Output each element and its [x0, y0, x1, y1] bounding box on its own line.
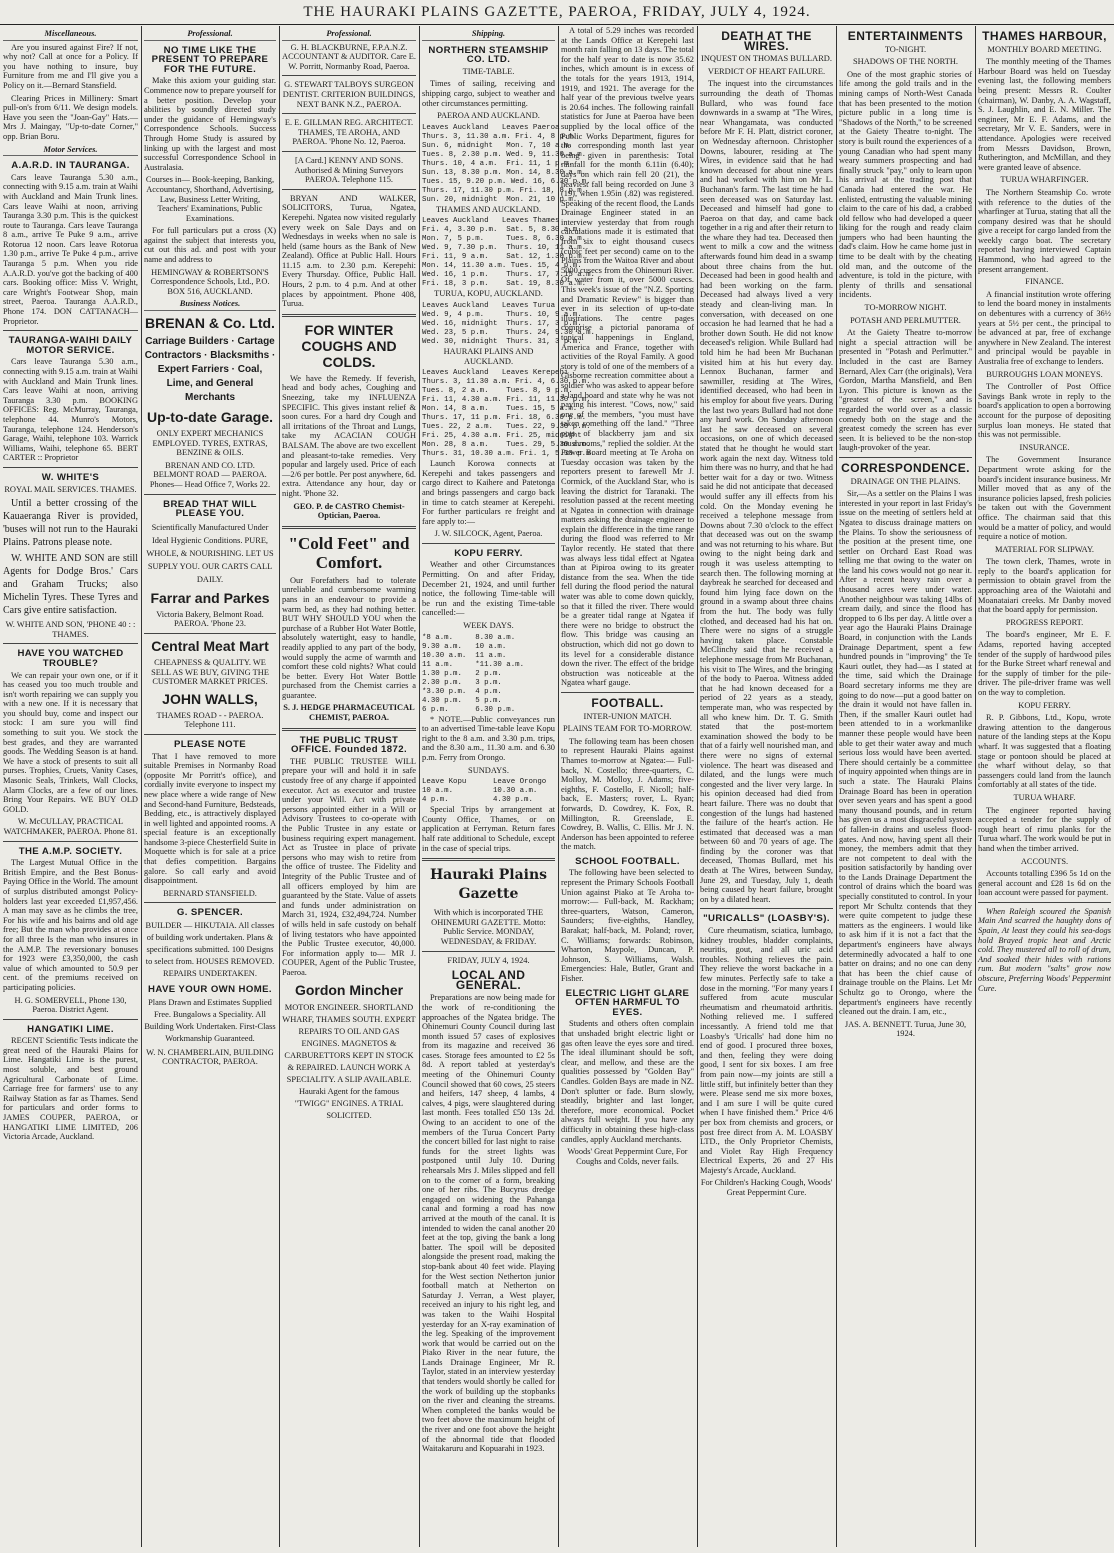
divider	[282, 113, 416, 114]
article-title: SCHOOL FOOTBALL.	[575, 855, 680, 867]
ad-signature: BERNARD STANSFIELD.	[163, 888, 257, 898]
divider	[700, 908, 833, 909]
article-subtitle: PLAINS TEAM FOR TO-MORROW.	[562, 724, 693, 734]
card-talboys: G. STEWART TALBOYS SURGEON DENTIST. CRITERION BUILDINGS, NEXT BANK N.Z., PAEROA.	[282, 80, 416, 109]
divider	[282, 151, 416, 152]
section-subhead: MATERIAL FOR SLIPWAY.	[994, 544, 1095, 554]
article-title: THAMES HARBOUR,	[982, 29, 1107, 43]
divider	[3, 467, 138, 468]
ad-farrar-sub: Victoria Bakery, Belmont Road. PAEROA. 'Phone 23.	[156, 609, 264, 629]
card-kenny: [A Card.] KENNY AND SONS. Authorised & Mining Surveyors PAEROA. Telephone 115.	[294, 155, 404, 185]
paragraph: The board's engineer, Mr E. F. Adams, reported having accepted tender of the supply of hardwood piles for the Burke Street wharf renewal and for the supply of timber for the pile-driver. The pile-driver frame was well on the way to completion.	[978, 630, 1111, 697]
timetable-hauraki: Leaves Auckland Leaves Kerepehi Thurs. 3, 11.30 a.m. Fri. 4, 6.30 p.m. Tues. 8, 2 a.m. Tues. 8, 9 p.m. Fri. 11, 4.30 a.m. Fri. 11, 11.30 p.m. Mon. 14, 8 a.m. Tues. 15, 5 a.m. Thurs. 17, 11 p.m. Fri. 18, 6.30 p.m. Tues. 22, 2 a.m. Tues. 22, 9.30 p.m. Fri. 25, 4.30 a.m. Fri. 25, midnight Mon. 28, 8 a.m. Tues. 29, 5.30 a.m. Thurs. 31, 10.30 a.m. Fri. 1, 5.30 p.m.	[422, 369, 595, 459]
divider	[422, 951, 555, 952]
gazette-nameplate: Hauraki Plains Gazette	[429, 867, 548, 903]
article-harbour: The monthly meeting of the Thames Harbour Board was held on Tuesday evening last, the following members being present: Messrs R. Coulter (chairman), W. Danby, A. A. Wagstaff, S. J. Laughlin, and E. N. Miller. The engineer, Mr E. F. Adams, and the secretary, Mr V. E. Sanders, were in attendance. Apologies were received from Messrs Davidson, Brown, Rutherington, and McMillan, and they were granted leave of absence.	[978, 57, 1111, 172]
ad-signature: H. G. SOMERVELL, Phone 130, Paeroa. District Agent.	[14, 995, 127, 1015]
ad-title: KOPU FERRY.	[454, 547, 523, 559]
card-gillman: E. E. GILLMAN REG. ARCHITECT. THAMES, TE AROHA, AND PAEROA. 'Phone No. 12, Paeroa.	[284, 118, 414, 147]
paragraph: The Government Insurance Department wrote asking for the board's incident insurance business. Mr Miller moved that as any of the insurance policies lapsed, fresh policies be taken out with the Government office. The chairman said that this would be a matter of policy, and would require a notice of motion.	[978, 455, 1111, 542]
ad-millinery: Clearing Prices in Millinery: Smart pull-on's from 6/11. We design models. Have you seen the "Joan-Gay" Hats.—Mrs J. Maingay, "Up-to-date Corner," opp. Brian Boru.	[3, 93, 138, 141]
route-title: THAMES AND AUCKLAND.	[436, 204, 541, 214]
ferry-text: Weather and other Circumstances Permitting. On and after Friday, December 21, 1924, and until further notice, the following Time-table will be run and the existing Time-table cancelled:—	[422, 560, 555, 618]
divider	[144, 494, 276, 495]
paragraph: R. P. Gibbons, Ltd., Kopu, wrote drawing attention to the dangerous nature of the landing steps at the Kopu wharf. It was suggested that a floating stage or pontoon should be placed at the wharf without delay, so that passengers could land from the launch comfortably at all states of the tide.	[978, 713, 1111, 790]
article-title: ELECTRIC LIGHT GLARE OFTEN HARMFUL TO EYES.	[565, 987, 690, 1018]
divider	[144, 734, 276, 735]
ad-signature: W. McCULLAY, PRACTICAL WATCHMAKER, PAEROA. Phone 81.	[3, 817, 138, 836]
article-title: "URICALLS" (LOASBY'S).	[703, 913, 830, 925]
article-potash: At the Gaiety Theatre to-morrow night a special attraction will be presented in "Potash and Perlmutter." Included in the cast are Barney Bernard, Alex Carr (the originals), Vera Gordon, Martha Mansfield, and Ben Lyon. This picture is known as the "greatest of the screen," and is regarded the world over as a classic comedy both on the stage and the greatest comedy the screen has ever seen. It is believed to be the non-stop laugh-provoker of the year.	[839, 328, 972, 453]
ad-home: Plans Drawn and Estimates Supplied Free. Bungalows a Speciality. All Building Work Undertaken. First-Class Workmanship Guaranteed.	[144, 997, 276, 1043]
column-professional-2	[279, 26, 419, 1547]
section-subhead: PROGRESS REPORT.	[1005, 617, 1084, 627]
divider	[282, 526, 416, 529]
paragraph: The Northern Steamship Co. wrote with reference to the duties of the wharfinger at Turua, stating that all the company desired was that he should give a receipt for cargo landed from the weekly cargo boat. The secretary reported having interviewed Captain Hammond, who had agreed to the present arrangement.	[978, 187, 1111, 274]
article-shadows: One of the most graphic stories of life among the gold trails and in the mining camps of North-West Canada that has been presented to the motion picture public in a long time is "Shadows of the North," to be screened at the Gaiety Theatre to-night. The story is built round the experiences of a young Canadian who had spent many weary summers prospecting and had finally struck "pay," only to learn upon his arrival at the trading post that Canada had entered the war. He enlisted, entrusting the valuable mining claim to the care of his dad, a crabbed old fellow who had developed a queer liking for the rough and ready claim jumpers who had been haunting the dad's claim. How he came home just in time to be dealt with by the cheating old man, and the outcome of the adventure, is told in the picture, with plenty of thrills and sensational incidents.	[839, 69, 972, 300]
ad-amp: The Largest Mutual Office in the British Empire, and the Best Bonus-Paying Office in the World. The amount of surplus distributed amongst Policy-holders last year exceeded £1,957,456. A man may save as he climbs the tree, For his wife and his bairns and old age free; But the man who provides at once for all three Is the man who insures in the A.M.P. The reversionary bonuses for 1923 were £3,350,000, the cash value of which amounted to 50.9 per cent. of the premiums received on participating policies.	[3, 858, 138, 992]
ferry-sundays: SUNDAYS.	[468, 765, 509, 775]
divider	[282, 314, 416, 317]
section-heading: Professional.	[282, 29, 416, 41]
timetable-note: Times of sailing, receiving and shipping cargo, subject to weather and other circumstances permitting.	[422, 79, 555, 108]
paragraph: The town clerk, Thames, wrote in reply to the board's application for permission to obtain gravel from the approaching area of the Waiotahi and Moanataiari creeks. Mr Danby moved that the board apply for permission.	[978, 557, 1111, 615]
ad-meat: CHEAPNESS & QUALITY. WE SELL AS WE BUY, GIVING THE CUSTOMER MARKET PRICES.	[151, 657, 269, 687]
ad-meat-title: Central Meat Mart	[151, 637, 269, 654]
ad-brenan-lines: Carriage Builders · Cartage Contractors · Blacksmiths · Expert Farriers · Coal, Lime, and General Merchants	[144, 336, 276, 404]
divider	[3, 1019, 138, 1020]
card-blackburne: G. H. BLACKBURNE, F.P.A.N.Z. ACCOUNTANT & AUDITOR. Care E. W. Porritt, Normanby Road, Paeroa.	[282, 42, 416, 71]
article-local-general: Preparations are now being made for the work of re-conditioning the approaches of the Ngatea bridge. The Ohinemuri County Council during last month issued 57 cases of explosives from its magazine and received 36 cases. Storage fees amounted to £2 5s 8d. A report tabled at yesterday's meeting of the Ohinemuri County Council showed that 60 cows, 25 steers and heifers, 147 sheep, 4 lambs, 4 calves, 4 pigs, were slaughtered during last month. Fees totalled £50 13s 2d. Owing to an accident to one of the members of the Turua Concert Party the concert billed for last night to raise funds for the street lights was postponed until July 10. During rehearsals Mrs J. Miles slipped and fell on to the corner of a form, breaking one of her ribs. The Bucyrus dredge engaged on widening the Pahanga canal and forming a road has now arrived at the mouth of the canal. It is intended to widen the canal another 20 feet at the top, giving the bank a long batter. The spoil will be deposited alongside the present road, making the stop-bank about 40 feet wide. Playing for the West section Netherton junior football match at Netherton on Saturday J. Verran, a West player, received an injury to his right leg, and was taken to the Waihi Hospital yesterday for an X-ray examination of the leg. Speaking of the improvement work that would be carried out on the Piako River in the near future, the Lands Drainage Engineer, Mr R. Taylor, stated in an interview yesterday that tenders would shortly be called for the work of building up the stopbanks on the river and cleaning the streams. When completed the banks would be two feet above the maximum height of the river and one foot above the height of the abnormal tide that flooded Waitakaruru and Kopuarahi in 1923.	[422, 993, 555, 1454]
divider	[282, 75, 416, 76]
gazette-date: FRIDAY, JULY 4, 1924.	[447, 955, 530, 965]
ad-white-text: Until a better crossing of the Kauaeranga River is provided, 'buses will not run to the Hauraki Plains. Patrons please note.	[3, 498, 138, 549]
paragraph: Accounts totalling £396 5s 1d on the general account and £28 1s 6d on the loan account were passed for payment.	[978, 869, 1111, 898]
section-subhead: TURUA WHARFINGER.	[1000, 175, 1089, 185]
ad-waihi-motor: Cars leave Tauranga 5.30 a.m., connecting with 9.15 a.m. train at Waihi with Auckland and Main Trunk lines. Cars leave Waihi at noon, arriving Tauranga 3.30 p.m. BOOKING OFFICES: Reg. McMurray, Tauranga, telephone 44. Munro's Motors, Tauranga, telephone 124. Henderson's Garage, Waihi, telephone 103. Warrick Williams, Waihi, telephone 65. BERT CARTER :: Proprietor	[3, 357, 138, 463]
ad-title: PLEASE NOTE	[173, 738, 247, 750]
article-inquest: The inquest into the circumstances surrounding the death of Thomas Bullard, who was found face downwards in a swamp at "The Wires, near Whangamata, was conducted before Mr F. H. Platt, district coroner, on Wednesday afternoon. Christopher Downs, labourer, residing at The Wires, in evidence said that he had known deceased for about nine years and had worked with him on Mr L. Buchanan's farm. The last time he had seen deceased was on Saturday last. Deceased and himself had gone to Paeroa on that day, and came back together in a rig and after their return to the whare they had tea. Deceased then went to milk a cow and the witness afterwards found him dead in a swamp about three chains from the hut. Deceased had been in good health and had been working on the farm. Deceased had always lived a very steady and clean-living man. In conversation, with deceased on one occasion he had learned that he had a brother down South. He did not know deceased's religion. While Bullard had told him he had been Mr Buchanan visited him at his hut every day. Lennox Buchanan, farmer and sawmiller, residing at The Wires, identified deceased, who had been in his employ for about five years. During the last two years Bullard had not done any hard work. On Sunday afternoon last he saw deceased on several occasions, on one of which deceased stated that he thought he would start work again the next day. Witness told him there was no hurry, and that he had better wait for a day or two. Witness said he did not anticipate that deceased would suffer any ill effects from his cold. On the Monday evening he received a telephone message from Downs about 7.30 o'clock to the effect that deceased was out on the swamp and was not returning to his whare. But owing to the night being dark and rough it was useless attempting to search then. The following morning at daybreak he searched for deceased and found him lying face down on the ground in a swamp about three chains from the hut. The body was fully clothed, and deceased had his hat on. There were no signs of a struggle having taken place. Constable McClinchy said that he received a telephone message from Mr Buchanan, his visit to The Wires, and the bringing of the body to Paeroa. Witness added that he had known deceased for a period of 22 years as a steady, temperate man, who was respected by all who knew him. Dr. T. G. Smith stated that the post-mortem examination showed the body to be that of a fairly well nourished man, and there were no signs of external violence. The heart was diseased and dilated, and the lungs were much congested and the liver very large. In his opinion deceased had died from heart failure. There was no doubt that congestion of the lungs had hastened the failure of the heart's action. He estimated that deceased was a man between 60 and 70 years of age. The finding by the coroner was that deceased, Thomas Bullard, met his death at The Wires, between Sunday, June 29, and Tuesday, July 1, death being caused by heart failure, brought on by a dilated heart.	[700, 79, 834, 904]
article-subtitle: INQUEST ON THOMAS BULLARD.	[701, 54, 832, 64]
ferry-note: Special Trips by arrangement at County Office, Thames, or on application at Ferryman. Return fares half rate additional to Schedule, except in the case of special trips.	[422, 805, 555, 853]
ad-title: BREAD THAT WILL PLEASE YOU.	[163, 498, 257, 520]
section-heading: Motor Services.	[3, 145, 138, 157]
timetable-thames: Leaves Auckland Leaves Thames Fri. 4, 3.30 p.m. Sat. 5, 8.30 a.m. Mon. 7, 5 p.m. Tues. 8, 6.30 a.m. Wed. 9, 7.30 p.m. Thurs. 10, 11 a.m. Fri. 11, 9 a.m. Sat. 12, 1.30 p.m. Mon. 14, 11.30 a.m. Tues. 15, 4 p.m. Wed. 16, 1 p.m. Thurs. 17, 7.15 a.m. Fri. 18, 3 p.m. Sat. 19, 8.30 a.m.	[422, 217, 595, 289]
ad-brenan-title: BRENAN & Co. Ltd.	[145, 315, 275, 332]
ad-public-trust: THE PUBLIC TRUSTEE WILL prepare your will and hold it in safe custody free of any charge if appointed executor. Act as executor and trustee under your Will. Act with private persons appointed either in a Will or Advisory Trustees to co-operate with the Public Trustee in any estate or business requiring expert management. Act as Trustee in place of private persons who may wish to retire from the office of trustee. The Fidelity and Integrity of the Public Trustee and of all officers employed by him are guaranteed by the State. Value of assets and funds under administration on March 31, 1924, £32,494,724. Number of wills held in safe custody on behalf of living testators who have appointed the Public Trustee executor, 40,000. For information apply to— MR J. COUPER, Agent of the Public Trustee, Paeroa.	[282, 756, 416, 977]
section-subhead: BURROUGHS LOAN MONEYS.	[986, 369, 1103, 379]
ad-title: HAVE YOUR OWN HOME.	[148, 984, 272, 996]
divider	[561, 692, 694, 693]
ad-spencer: BUILDER — HIKUTAIA. All classes of building work undertaken. Plans & specifications submitted. 100 Designs to select from. HOUSES REMOVED. REPAIRS UNDERTAKEN.	[145, 921, 275, 979]
ad-walls-sub: THAMES ROAD - - PAEROA. Telephone 111.	[156, 710, 264, 730]
footer-ad: Woods' Great Peppermint Cure, For Coughs and Colds, never fails.	[567, 1147, 688, 1166]
ad-bread: Scientifically Manufactured Under Ideal Hygienic Conditions. PURE, WHOLE, & NOURISHING. LET US SUPPLY YOU. OUR CARTS CALL DAILY.	[146, 522, 274, 584]
article-title: DEATH AT THE WIRES.	[721, 29, 812, 53]
section-heading: Shipping.	[422, 29, 555, 41]
paragraph: The engineer reported having accepted a tender for the supply of rough heart of rimu planks for the Turua wharf. The work would be put in hand when the timber arrived.	[978, 805, 1111, 853]
article-electric-light: Students and others often complain that unshaded bright electric light or gas often leave the eyes sore and tired. The ideal illuminant should be soft, clear, and mellow, and these are the qualities possessed by "Golden Bay" Candles. Golden Bays are made in NZ. Don't splutter or fade. Burn slowly, steadily, brighter and last longer, therefore, more economical. Pocket always full weight. If you have any difficulty in obtaining these high-class candles, apply Auckland merchants.	[561, 1019, 694, 1144]
letter-signature: JAS. A. BENNETT. Turua, June 30, 1924.	[844, 1019, 967, 1039]
article-title: LOCAL AND GENERAL.	[451, 968, 526, 992]
verse-ad: When Raleigh scoured the Spanish Main And scarred the haughty dons of Spain, At least they could his sea-dogs hold Brayed tropic heat and Arctic cold. They mustered all to roll of drum, And soaked their hides with rations rum. But modern "salts" grow now obscure, Preferring Woods' Peppermint Cure.	[978, 906, 1111, 993]
divider	[3, 643, 138, 644]
divider	[422, 858, 555, 861]
ad-title: THE PUBLIC TRUST OFFICE. Founded 1872.	[290, 734, 408, 756]
ad-uricalls: Cure rheumatism, sciatica, lumbago, kidney troubles, bladder complaints, neuritis, gout, and all uric acid troubles. Nothing relieves the pain. They relieve the worst backache in a few minutes. Perfectly safe to take a dose in the morning. "For many years I suffered from acute muscular rheumatism and rheumatoid arthritis. Nothing relieved me. I suffered incessantly. A friend told me that Loasby's 'Uricalls' had done him no end of good. I procured three boxes, and then, feeling they were doing good, I sent for six boxes. I am free from pain now—my joints are still a little stiff, but infinitely better than they were. Please send me six more boxes, and I am sure I will be quite cured when I have finished them." Price 4/6 per box from chemists and grocers, or post free direct from A. M. LOASBY LTD., the Only Proprietor Chemists, and Violet Ray High Frequency Electrical Experts, 26 and 27 His Majesty's Arcade, Auckland.	[700, 926, 833, 1175]
article-subtitle: TO-NIGHT.	[884, 44, 927, 54]
ad-title: A.A.R.D. IN TAURANGA.	[11, 160, 130, 172]
ad-cold-feet: Our Forefathers had to tolerate unreliable and cumbersome warming pans in an endeavour to provide a warm bed, as they had nothing better. BUT WHY SHOULD YOU when the purchase of a Rubber Hot Water Bottle, absolutely watertight, easy to handle, readily applied to any part of the body, would supply the acme of warmth and comfort these cold nights? What could be better. Every Hot Water Bottle purchased from the Chemist carries a guarantee.	[282, 575, 416, 700]
ferry-note: * NOTE.—Public conveyances run to an advertised Time-table leave Kopu right to the 8 a.m. and 3.30 p.m. trips, and the 8.30 a.m., 11.30 a.m. and 6.30 p.m. Ferry from Orongo.	[422, 714, 555, 762]
masthead: THE HAURAKI PLAINS GAZETTE, PAEROA, FRIDAY, JULY 4, 1924.	[0, 0, 1114, 25]
ad-lime: RECENT Scientific Tests indicate the great need of the Hauraki Plains for Lime. Hangatiki Lime is the purest, most soluble, and best ground Agricultural Carbonate of Lime. Carriage free for farmers' use to any Railway Station as far as Thames. Send for particulars and order forms to JAMES COUPER, PAEROA, or HANGATIKI LIME LIMITED, 206 Victoria Arcade, Auckland.	[3, 1036, 138, 1142]
ad-mincher-title: Gordon Mincher	[294, 981, 404, 998]
timetable-title: TIME-TABLE.	[462, 66, 515, 76]
article-school-football: The following have been selected to represent the Primary Schools Football Union against Piako at Te Aroha to-morrow:— Full-back, M. Rackham; three-quarters, Watson, Cameron, Saunders; five-eighths, Handley, Barakat; half-back, M. Poland; rover, C. Williams; forwards: Robinson, Wharton, Maypole, Duncan, P. Johnson, S. Williams, Walsh. Emergencies: Hale, Butler, Grant and Fisher.	[561, 868, 694, 983]
divider	[839, 457, 972, 458]
ad-signature: S. J. HEDGE PHARMACEUTICAL CHEMIST, PAEROA.	[283, 703, 415, 723]
ad-farrar-title: Farrar and Parkes	[150, 589, 270, 606]
ad-signature: BRENAN AND CO. LTD. BELMONT ROAD — PAEROA. Phones— Head Office 7, Works 22.	[149, 460, 271, 489]
section-subhead: INSURANCE.	[1019, 442, 1070, 452]
ad-garage-title: Up-to-date Garage.	[146, 409, 273, 426]
article-subtitle: POTASH AND PERLMUTTER.	[850, 315, 961, 325]
ad-aard: Cars leave Tauranga 5.30 a.m., connecting with 9.15 a.m. train at Waihi with Auckland and Main Trunk lines. Cars leave Waihi at noon, arriving Tauranga 3.30 p.m. This is the quickest route to Tauranga. Cars leave Tauranga 8 a.m., arrive Te Puke 9 a.m., arrive Rotorua 12 noon. Cars leave Rotorua 1.30 p.m., arrive Te Puke 4 p.m., arrive Tauranga 5 p.m. When you ride A.A.R.D. you've got the backing of 400 cars. Booking office: Miss V. Wright, care Wright's Footwear Shop, main street, Paeroa. Tauranga A.A.R.D., Phone 174. DON CATTANACH—Proprietor.	[3, 172, 138, 326]
article-subtitle: TO-MORROW NIGHT.	[864, 303, 947, 313]
ad-signature: W. N. CHAMBERLAIN, BUILDING CONTRACTOR, PAEROA.	[146, 1047, 274, 1067]
ad-garage: ONLY EXPERT MECHANICS EMPLOYED. TYRES, EXTRAS, BENZINE & OILS.	[152, 429, 268, 458]
route-title: PAEROA AND AUCKLAND.	[437, 111, 540, 121]
divider	[978, 902, 1111, 903]
ad-title: TAURANGA-WAIHI DAILY MOTOR SERVICE.	[8, 335, 133, 356]
column-entertainments	[836, 26, 975, 1547]
article-football: The following team has been chosen to represent Hauraki Plains against Thames to-morrow at Ngatea:— Full-back, N. Costello; three-quarters, C. Molloy, M. Molloy, J. Adams; five-eighths, F. Costello, F. Nicoll; half-back, E. Masters; rover, L. Ryan; forwards, D. Cowdrey, K. Fox, R. Millington, R. Greenslade, E. Cowdrey, B. Wallis, C. Ellis. Mr J. N. Anderson has been appointed to referee the match.	[561, 736, 694, 852]
section-heading: Miscellaneous.	[3, 29, 138, 41]
paragraph: The Controller of Post Office Savings Bank wrote in reply to the board's application to open a borrowing account for the purpose of depositing surplus loan moneys. He stated that this was not permissible.	[978, 382, 1111, 440]
article-rainfall: A total of 5.29 inches was recorded at the Lands Office at Kerepehi last month rain falling on 13 days. The total for the half year to date is now 35.62 inches, which amount is in excess of the totals for the years 1913, 1914, 1919, and 1921. The average for the half year of the previous twelve years is 20.64 inches. The following rainfall statistics for June at Paeroa have been supplied by the local office of the Public Works Department, figures for the corresponding month last year being given in parenthesis: Total rainfall for the month 6.11in (6.40); days on which rain fell 20 (21), the heaviest fall being recorded on June 3 (19), when 1.95in (.82) was registered. Speaking of the recent flood, the Lands Drainage Engineer stated in an interview yesterday that from rough calculations made it is estimated that from six to eight thousand cusecs (cubic feet per second) came on to the Plains from the Waitoa River and about 5000 cusecs from the Ohinemuri River. Of water from it, over 5000 cusecs. This week's issue of the "N.Z. Sporting and Dramatic Review" is bigger than ever in its selection of up-to-date illustrations. The centre pages comprise a pictorial panorama of topical happenings in England, America and France, together with activities of the Royal Family. A good story is told of one of the members of a Gisborne recreation committee about a soldier who was asked to appear before a land board and state why he was not paying his interest. "Cows, now," said one of the members, "you must have taken something off the land." "Three pots of blackberry jam and six mushrooms," replied the soldier. At the Power Board meeting at Te Aroha on Tuesday occasion was taken by the reporters present to farewell Mr J. Cormick, of the Auckland Star, who is leaving the district for Taranaki. The resolution passed at the recent meeting at Ngatea in connection with drainage matters asking the drainage engineer to explain the difference in the time range during the flood was referred to Mr Taylor recently. He stated that there was always less tidal effect at Ngatea than at Pipiroa owing to its greater distance from the sea. When the tide fell during the flood period the natural water was able to come down quickly, so that it filled the river. There would be a greater tidal range at Ngatea if there were no bridge to obstruct the flow. This bridge was causing an obstruction, which did not go down to its level for a considerable distance down the river. The effect of the bridge obstruction was noticeable at the Ngatea wharf gauge.	[561, 26, 694, 688]
ad-mincher: MOTOR ENGINEER. SHORTLAND WHARF, THAMES SOUTH. EXPERT REPAIRS TO OIL AND GAS ENGINES. MAGNETOS & CARBURETTORS KEPT IN STOCK & REPAIRED. LAUNCH WORK A SPECIALITY. A SLIP AVAILABLE. Hauraki Agent for the famous "TWIGG" ENGINES. A TRIAL SOLICITED.	[282, 1002, 416, 1120]
section-subhead: FINANCE.	[1025, 277, 1064, 287]
column-professional	[141, 26, 279, 1547]
ad-title: HAVE YOU WATCHED TROUBLE?	[17, 648, 124, 669]
article-subtitle: INTER-UNION MATCH.	[583, 711, 672, 721]
ferry-days: WEEK DAYS.	[463, 621, 514, 631]
timetable-sundays: Leave Kopu Leave Orongo 10 a.m. 10.30 a.m. 4 p.m. 4.30 p.m.	[422, 778, 547, 805]
ad-winter-title: FOR WINTER COUGHS AND COLDS.	[301, 321, 397, 370]
ad-title: THE A.M.P. SOCIETY.	[18, 845, 123, 857]
ad-study: Make this axiom your guiding star. Commence now to prepare yourself for a better position. Develop your abilities by soundly directed study under the guidance of Hemingway's Correspondence Schools. Success Through Home Study is assured by linking up with the largest and most successful Correspondence School in Australasia.	[144, 76, 276, 172]
ad-cold-feet-title: "Cold Feet" and Comfort.	[288, 533, 410, 572]
section-subhead: TURUA WHARF.	[1013, 792, 1076, 802]
ad-watchmaker: We can repair your own one, or if it has ceased you too much trouble and isn't worth repairing we can supply you with a new one. If it is necessary that you should buy, come and inspect our stock: I am sure you will find something to suit you. We stock the best grades, and they are warranted goods. The Wedding Season is at hand. We have a stock of presents to suit all purses. Trophies, Cruets, Vanity Cases, Masonic Seals, Trinkets, Wall Clocks, Alarm Clocks, are a few of our lines. Bring Your Repairs. WE BUY OLD GOLD.	[3, 670, 138, 814]
article-title: ENTERTAINMENTS	[847, 29, 964, 43]
ad-signature: HEMINGWAY & ROBERTSON'S Correspondence Schools, Ltd., P.O. BOX 516, AUCKLAND.	[150, 267, 270, 296]
timetable-paeroa: Leaves Auckland Leaves Paeroa Thurs. 3, 11.30 a.m. Fri. 4, 8 p.m. Sun. 6, midnight Mon. 7, 10 a.m. Tues. 8, 2.30 p.m. Wed. 9, 11.30 a.m. Thurs. 10, 4 a.m. Fri. 11, 1 p.m. Sun. 13, 8.30 p.m. Mon. 14, 8.30 a.m. Tues. 15, 9.20 p.m. Wed. 16, 6.30 p.m. Thurs. 17, 11.30 p.m. Fri. 18, 8 p.m. Sun. 20, midnight Mon. 21, 10 p.m.	[422, 123, 591, 204]
timetable-ferry: *8 a.m. 8.30 a.m. 9.30 a.m. 10 a.m. 10.30 a.m. 11 a.m. 11 a.m. *11.30 a.m. 1.30 p.m. 2 p.m. 2.30 p.m. 3 p.m. *3.30 p.m. 4 p.m. 4.30 p.m. 5 p.m. 6 p.m. 6.30 p.m.	[422, 633, 525, 714]
footer-ad: For Children's Hacking Cough, Woods' Great Peppermint Cure.	[700, 1178, 833, 1198]
card-bryan-walker: BRYAN AND WALKER, SOLICITORS, Turua, Ngatea, Kerepehi. Ngatea now visited regularly every week on Sale Days and on Wednesdays in weeks when no sale is held (same hours as the Bank of New Zealand). Office at Public Hall. Hours 11.15 a.m. to 2.30 p.m. Kerepehi: Every Thursday. Office, Public Hall. Hours, 2 p.m. to 4 p.m. And at other places by appointment. Phone 408, Turua.	[282, 193, 416, 309]
column-shipping	[419, 26, 595, 1547]
ad-title: W. WHITE'S	[41, 471, 100, 483]
section-heading: Professional.	[144, 29, 276, 41]
route-title: HAURAKI PLAINS AND AUCKLAND.	[443, 346, 534, 366]
ad-signature: W. WHITE AND SON, 'PHONE 40 : : THAMES.	[5, 620, 136, 639]
divider	[3, 330, 138, 331]
divider	[282, 728, 416, 731]
gazette-subtitle: With which is incorporated THE OHINEMURI GAZETTE. Motto: Public Service. MONDAY, WEDNESDAY, & FRIDAY.	[431, 908, 546, 946]
article-subtitle: DRAINAGE ON THE PLAINS.	[850, 476, 961, 486]
ad-courses: Courses in— Book-keeping, Banking, Accountancy, Shorthand, Advertising, Law, Business Letter Writing, Teachers' Examinations, Public Examinations.	[145, 175, 275, 223]
ad-title: NORTHERN STEAMSHIP CO. LTD.	[428, 44, 549, 66]
section-heading: Business Notices.	[144, 299, 276, 311]
paragraph: A financial institution wrote offering to lend the board money in instalments on debentures with a currency of 36½ years at 5½ per cent., the principal to be advanced at par, free of exchange anywhere in New Zealand. The interest and principal would be payable in Australia free of exchange to lenders.	[978, 289, 1111, 366]
divider	[282, 189, 416, 190]
ad-stansfield: That I have removed to more suitable Premises in Normanby Road (opposite Mr Porritt's office), and cordially invite everyone to inspect my new place where a wide range of New and Second-hand Furniture, Bedsteads, Bedding, etc., is attractively displayed in well lighted and appointed rooms. A special feature is an exceptionally handsome 3-piece Chesterfield Suite in Moquette which is for sale at a price that defies competition. Bargains galore. So call early and avoid disappointment.	[144, 751, 276, 886]
column-news	[558, 26, 697, 1547]
ad-title: NO TIME LIKE THE PRESENT TO PREPARE FOR THE FUTURE.	[151, 44, 269, 75]
section-subhead: KOPU FERRY.	[1018, 700, 1071, 710]
ad-fire-insurance: Are you insured against Fire? If not, why not? Call at once for a Policy. If you have nothing to insure, buy Furniture from me and I'll give you a Policy on it.—Bernard Stansfield.	[3, 42, 138, 90]
column-miscellaneous	[0, 26, 141, 1547]
ad-title: G. SPENCER.	[176, 907, 244, 919]
article-subtitle: SHADOWS OF THE NORTH.	[853, 57, 958, 67]
article-subtitle: VERDICT OF HEART FAILURE.	[707, 66, 826, 76]
section-subhead: ACCOUNTS.	[1020, 856, 1069, 866]
ad-subtitle: ROYAL MAIL SERVICES. THAMES.	[4, 484, 137, 494]
ad-title: HANGATIKI LIME.	[27, 1023, 114, 1035]
ad-winter: We have the Remedy. If feverish, head and body aches, Coughing and Sneezing, take my INFLUENZA SPECIFIC. This gives instant relief & soon cures. For a hard dry Cough and all irritations of the Throat and Lungs, take my ACACIAN COUGH BALSAM. The above are two excellent and pleasant-to-take remedies. Very popular and largely used. Price of each—2/6 per bottle. Per post anywhere, 6d. extra. Attendance any hour, day or night. 'Phone 32.	[282, 373, 416, 498]
ad-study: For full particulars put a cross (X) against the subject that interests you, cut out this ad. and post with your name and address to	[144, 226, 276, 265]
divider	[422, 543, 555, 544]
article-title: CORRESPONDENCE.	[841, 460, 970, 475]
article-correspondence: Sir,—As a settler on the Plains I was interested in your report in last Friday's issue on the meeting of settlers held at Ngatea to discuss drainage matters on the Plains. To show the seriousness of the position at the present time, one settler on Orchard East Road was telling me that owing to the water on the land his cows would not go near it. After a recent heavy rain over a thousand acres were under water. Another neighbour was taking 14lbs of cream daily, and since the flood has dropped to 6 lbs per day. A little over a year ago the Hauraki Plains Drainage Board, in conjunction with the Lands Drainage Department, spent a few hundred pounds in "improving" the Te Kauri outlet, they had—as I stated at the time, said which the Drainage Board secretary informs me they are going to do now—put a good batter on the drain it would not have fallen in. Then, if the smaller Kauri outlet had been attended to in a workmanlike manner these people would have been able to get their water away and much serious loss would have been averted. There should certainly be a committee of inquiry appointed when things are in such a state. The Hauraki Plains Drainage Board has been in operation over seven years and has spent a good many thousand pounds, and in return has given us a most disgraceful system of fallen-in drains and useless flood-gates. And now, having spent all their money, the members admit that they are not competent to deal with the position satisfactorily by handing over to the Lands Drainage Department the control of drains which the board was specially constituted to control. In your report Mr Schultz contends that they were quite competent to judge these matters as the engineers. I would like to ask him if it is not a fact that the department's engineers have always determinedly advocated a half to one batter on drains; and no one can deny that has been the chief cause of drainage trouble on the Plains. Let Mr Schultz go to Orongo, where the department's engineers have recently cleaned out the drain. I am, etc.,	[839, 489, 972, 1017]
article-title: FOOTBALL.	[591, 695, 664, 710]
timetable-note: Launch Korowa connects at Kerepehi and takes passengers and cargo direct to Kaihere and Patetonga and brings passengers and cargo back in time to catch steamer at Kerepehi. For further particulars re freight and fare apply to:—	[422, 459, 555, 526]
ad-signature: GEO. P. de CASTRO Chemist-Optician, Paeroa.	[293, 501, 405, 521]
divider	[144, 902, 276, 903]
ad-signature: J. W. SILCOCK, Agent, Paeroa.	[434, 529, 543, 539]
article-subtitle: MONTHLY BOARD MEETING.	[987, 44, 1102, 54]
ad-walls-title: JOHN WALLS,	[162, 690, 258, 707]
timetable-turua: Leaves Auckland Leaves Turua Wed. 9, 4 p.m. Thurs. 10, 9 a.m. Wed. 16, midnight Thurs. 17, 3 p.m. Wed. 23, 5 p.m. Thurs. 24, 9.30 a.m. Wed. 30, midnight Thurs. 31, 3 p.m.	[422, 301, 595, 346]
ad-white-text: W. WHITE AND SON are still Agents for Dodge Bros.' Cars and Graham Trucks; also Michelin Tyres. These Tyres and Cars give entire satisfaction.	[3, 553, 138, 617]
route-title: TURUA, KOPU, AUCKLAND.	[434, 289, 543, 299]
column-inquest	[697, 26, 836, 1547]
column-harbour	[975, 26, 1114, 1547]
divider	[144, 633, 276, 634]
divider	[3, 841, 138, 842]
